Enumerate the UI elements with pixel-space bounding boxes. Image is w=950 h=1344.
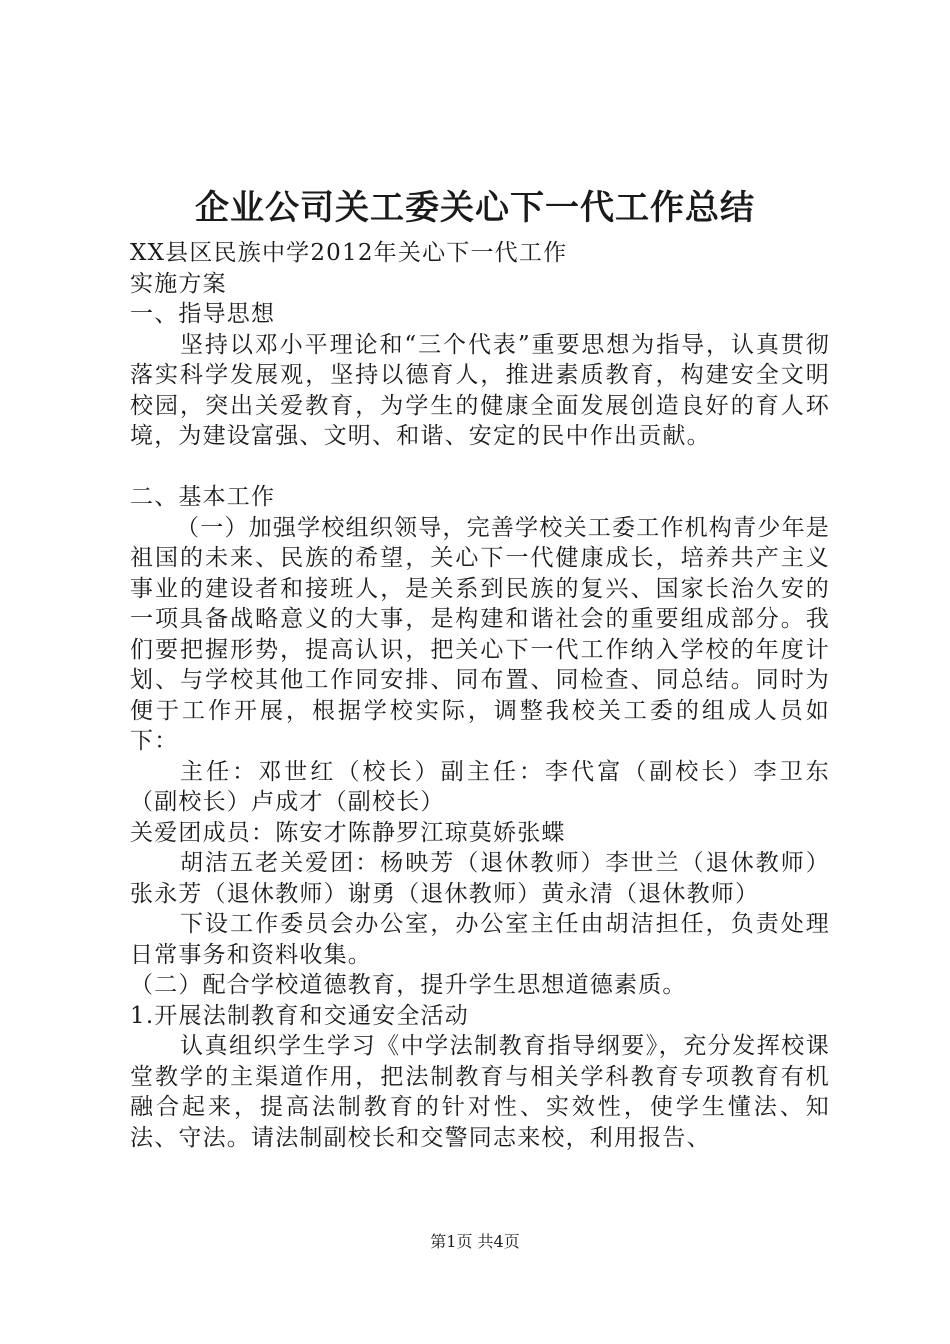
section-heading-1: 一、指导思想 [130, 301, 276, 327]
paragraph-retired-teachers: 胡洁五老关爱团：杨映芳（退休教师）李世兰（退休教师）张永芳（退休教师）谢勇（退休教师）黄永清（退休教师） [130, 850, 830, 907]
paragraph-leaders: 主任：邓世红（校长）副主任：李代富（副校长）李卫东（副校长）卢成才（副校长） [130, 758, 830, 815]
paragraph-spacer [130, 452, 830, 483]
paragraph-legal-education: 认真组织学生学习《中学法制教育指导纲要》，充分发挥校课堂教学的主渠道作用，把法制教育与相关学科教育专项教育有机融合起来，提高法制教育的针对性、实效性，使学生懂法、知法、守法。请法制副校长和交警同志来校，利用报告、 [130, 1033, 830, 1151]
document-body [130, 238, 830, 1153]
section-item-1: 1.开展法制教育和交通安全活动 [130, 1002, 469, 1029]
paragraph-office: 下设工作委员会办公室，办公室主任由胡洁担任，负责处理日常事务和资料收集。 [130, 911, 830, 968]
paragraph-guiding-thought: 坚持以邓小平理论和“三个代表”重要思想为指导，认真贯彻落实科学发展观，坚持以德育人，推进素质教育，构建安全文明校园，突出关爱教育，为学生的健康全面发展创造良好的育人环境，为建设富强、文明、和谐、安定的民中作出贡献。 [130, 331, 830, 449]
paragraph-organization: （一）加强学校组织领导，完善学校关工委工作机构青少年是祖国的未来、民族的希望，关心下一代健康成长，培养共产主义事业的建设者和接班人，是关系到民族的复兴、国家长治久安的一项具备战略意义的大事，是构建和谐社会的重要组成部分。我们要把握形势，提高认识，把关心下一代工作纳入学校的年度计划、与学校其他工作同安排、同布置、同检查、同总结。同时为便于工作开展，根据学校实际，调整我校关工委的组成人员如下： [130, 514, 830, 754]
subtitle-line-2: 实施方案 [130, 270, 227, 297]
subtitle-line-1: XX县区民族中学2012年关心下一代工作 [130, 240, 568, 266]
page-footer: 第1页 共4页 [430, 1232, 520, 1251]
document-title: 企业公司关工委关心下一代工作总结 [195, 188, 755, 228]
section-heading-2: 二、基本工作 [130, 484, 276, 510]
paragraph-care-members: 关爱团成员：陈安才陈静罗江琼莫娇张蝶 [130, 819, 566, 846]
section-subheading-2: （二）配合学校道德教育，提升学生思想道德素质。 [130, 972, 687, 998]
